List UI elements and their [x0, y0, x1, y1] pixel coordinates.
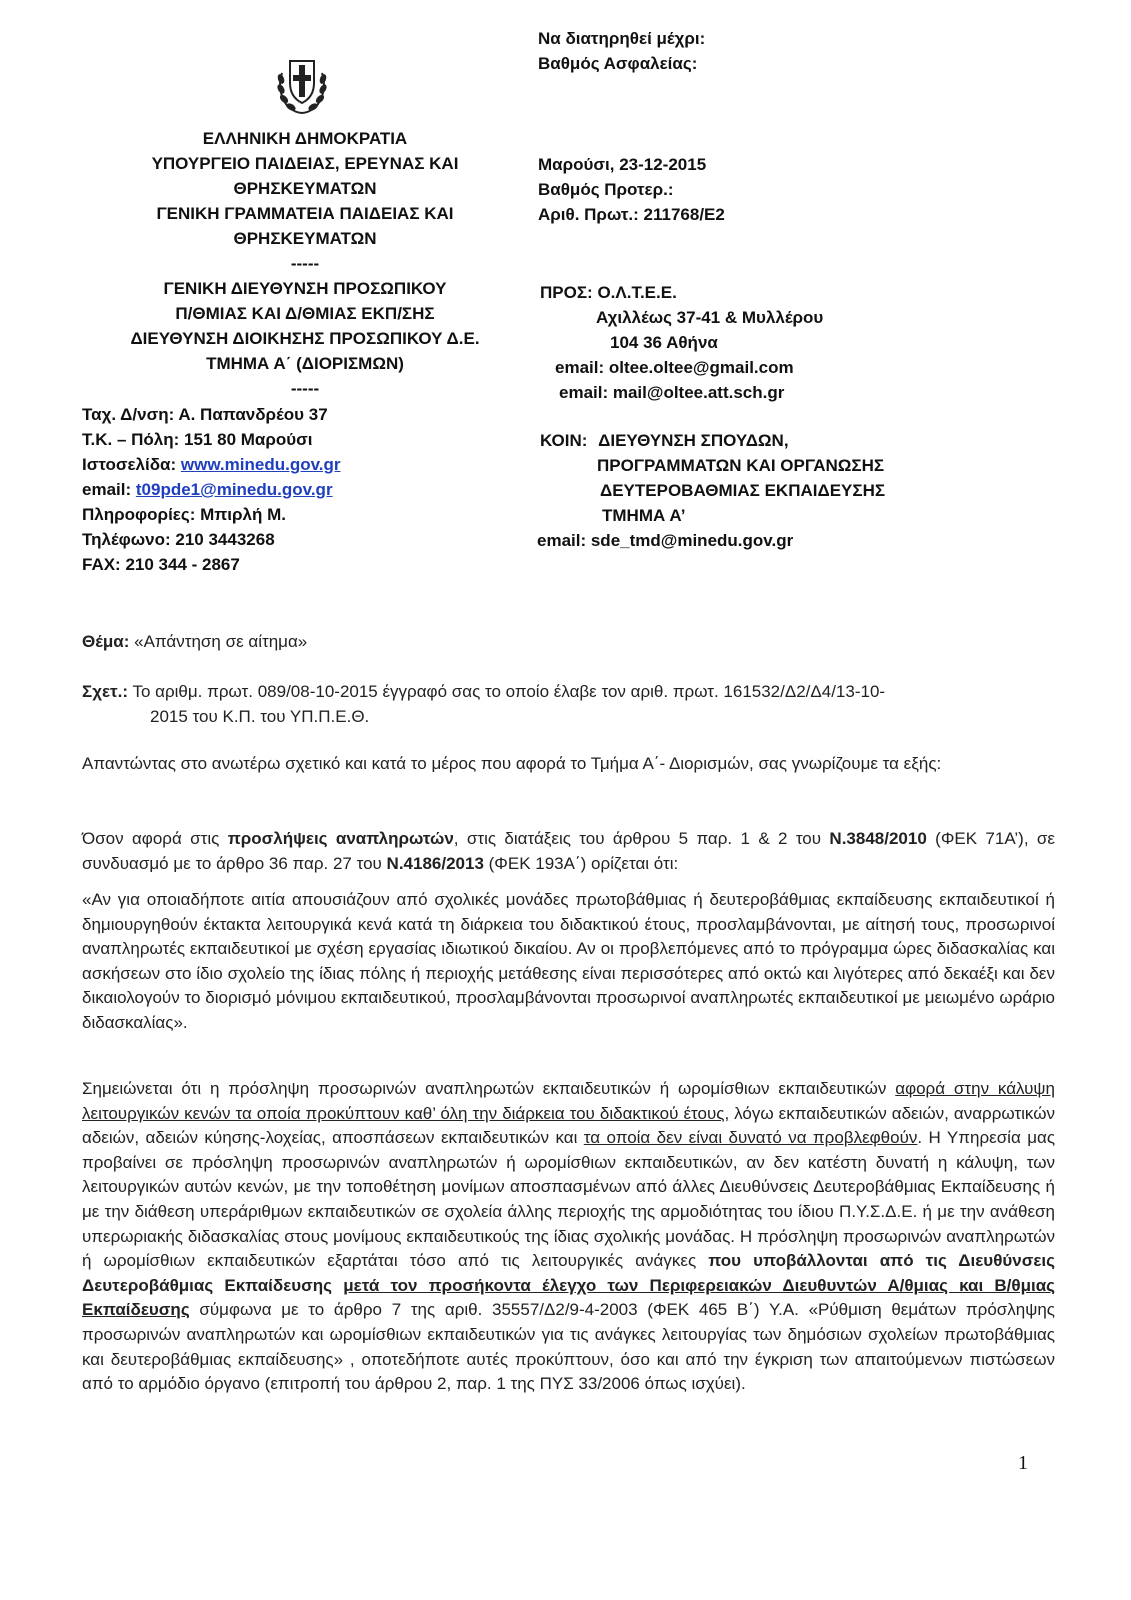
- header-line: Π/ΘΜΙΑΣ ΚΑΙ Δ/ΘΜΙΑΣ ΕΚΠ/ΣΗΣ: [175, 304, 435, 323]
- subject-text: «Απάντηση σε αίτημα»: [134, 632, 308, 651]
- text-span: Σημειώνεται ότι η πρόσληψη προσωρινών αναπληρωτών εκπαιδευτικών ή ωρομίσθιων εκπαιδευτικών: [82, 1079, 896, 1098]
- contact-email-row: [82, 477, 502, 502]
- page-number: 1: [1018, 1452, 1028, 1474]
- bold-span: προσλήψεις αναπληρωτών: [227, 829, 454, 848]
- header-line: ΤΜΗΜΑ Α΄ (ΔΙΟΡΙΣΜΩΝ): [206, 354, 404, 373]
- header-separator: -----: [290, 254, 320, 273]
- cc-line-4: ΤΜΗΜΑ Α’: [602, 506, 686, 525]
- subject-line: [82, 630, 307, 655]
- text-span: (ΦΕΚ 193Α΄) ορίζεται ότι:: [483, 853, 679, 873]
- contact-block: [82, 402, 502, 577]
- greek-emblem-icon: [272, 53, 332, 117]
- cc-line-1: ΔΙΕΥΘΥΝΣΗ ΣΠΟΥΔΩΝ,: [598, 431, 789, 450]
- recipient-block: [540, 280, 823, 405]
- place-date: Μαρούσι, 23-12-2015: [538, 155, 707, 174]
- related-label: Σχετ.:: [82, 682, 129, 701]
- recipient-email-1: email: oltee.oltee@gmail.com: [555, 358, 794, 377]
- protocol-number: Αριθ. Πρωτ.: 211768/Ε2: [538, 205, 725, 224]
- ministry-header: [120, 126, 490, 401]
- related-line-2: 2015 του Κ.Π. του ΥΠ.Π.Ε.Θ.: [150, 706, 370, 726]
- text-span: . Η Υπηρεσία μας προβαίνει σε πρόσληψη προσωρινών αναπληρωτών ή ωρομίσθιων εκπαιδευτικών, αν δεν κατέστη δυνατή η κάλυψη, των λειτουργικών αυτών κενών, με την τοποθέτηση μονίμων αποσπασμένων από άλλες Διευθύνσεις Δευτεροβάθμιας Εκπαίδευσης ή με την διάθεση υπεράριθμων εκπαιδευτικών σε σχολεία άλλης περιοχής της αρμοδιότητας του ίδιου Π.Υ.Σ.Δ.Ε. ή με την ανάθεση υπερωριακής διδασκαλίας στους μονίμους εκπαιδευτικούς της ίδιας σχολικής μονάδας. Η πρόσληψη προσωρινών αναπληρωτών ή ωρομίσθιων εκπαιδευτικών εξαρτάται τόσο από τις λειτουργικές ανάγκες: [82, 1128, 1056, 1271]
- email-label: email:: [82, 480, 132, 499]
- contact-city: Τ.Κ. – Πόλη: 151 80 Μαρούσι: [82, 430, 313, 449]
- koin-label: ΚΟΙΝ:: [540, 431, 588, 450]
- related-reference: [82, 680, 1055, 729]
- explanation-paragraph: [82, 1077, 1055, 1397]
- law-reference: Ν.3848/2010: [829, 829, 927, 848]
- contact-address: Ταχ. Δ/νση: Α. Παπανδρέου 37: [82, 405, 328, 424]
- contact-phone: Τηλέφωνο: 210 3443268: [82, 530, 275, 549]
- related-line-1: Το αριθμ. πρωτ. 089/08-10-2015 έγγραφό σας το οποίο έλαβε τον αριθ. πρωτ. 161532/Δ2/Δ4/13-10-: [132, 682, 886, 701]
- underlined-span: τα οποία δεν είναι δυνατό να προβλεφθούν: [583, 1128, 918, 1148]
- text-span: Όσον αφορά στις: [82, 829, 228, 848]
- header-separator: -----: [290, 379, 320, 398]
- priority: Βαθμός Προτερ.:: [538, 180, 674, 199]
- recipient-email-2: email: mail@oltee.att.sch.gr: [559, 383, 785, 402]
- contact-info: Πληροφορίες: Μπιρλή Μ.: [82, 505, 286, 524]
- cc-block: [537, 428, 886, 553]
- bold-span: που υποβάλλονται από τις Διευθύνσεις Δευτεροβάθμιας Εκπαίδευσης: [82, 1251, 1055, 1295]
- text-span: σύμφωνα με το άρθρο 7 της αριθ. 35557/Δ2/9-4-2003 (ΦΕΚ 465 Β΄) Υ.Α. «Ρύθμιση θεμάτων πρόσληψης προσωρινών αναπληρωτών και ωρομίσθιων εκπαιδευτικών για τις ανάγκες λειτουργίας των δημόσιων σχολείων πρωτοβάθμιας και δευτεροβάθμιας εκπαίδευσης» , οποτεδήποτε αυτές προκύπτουν, όσο και από την έγκριση των απαιτούμενων πιστώσεων από το αρμόδιο όργανο (επιτροπή του άρθρου 2, παρ. 1 της ΠΥΣ 33/2006 όπως ισχύει).: [82, 1300, 1055, 1394]
- header-line: ΘΡΗΣΚΕΥΜΑΤΩΝ: [233, 229, 377, 248]
- text-span: λόγω εκπαιδευτικών αδειών, αναρρωτικών αδειών, αδειών κύησης-λοχείας, αποσπάσεων εκπαιδευτικών και: [82, 1103, 1055, 1148]
- header-line: ΓΕΝΙΚΗ ΔΙΕΥΘΥΝΣΗ ΠΡΟΣΩΠΙΚΟΥ: [163, 279, 447, 298]
- retention-block: [538, 26, 705, 76]
- recipient-address: Αχιλλέως 37-41 & Μυλλέρου: [596, 308, 824, 327]
- cc-line-3: ΔΕΥΤΕΡΟΒΑΘΜΙΑΣ ΕΚΠΑΙΔΕΥΣΗΣ: [600, 481, 886, 500]
- cc-line-2: ΠΡΟΓΡΑΜΜΑΤΩΝ ΚΑΙ ΟΡΓΑΝΩΣΗΣ: [597, 456, 885, 475]
- recipient-name: Ο.Λ.Τ.Ε.Ε.: [597, 283, 677, 302]
- bold-underlined-span: μετά τον προσήκοντα έλεγχο των Περιφερειακών Διευθυντών Α/θμιας και Β/θμιας Εκπαίδευσης: [82, 1275, 1056, 1320]
- header-line: ΔΙΕΥΘΥΝΣΗ ΔΙΟΙΚΗΣΗΣ ΠΡΟΣΩΠΙΚΟΥ Δ.Ε.: [130, 329, 480, 348]
- website-label: Ιστοσελίδα:: [82, 455, 177, 474]
- security-level: Βαθμός Ασφαλείας:: [538, 54, 698, 73]
- header-line: ΥΠΟΥΡΓΕΙΟ ΠΑΙΔΕΙΑΣ, ΕΡΕΥΝΑΣ ΚΑΙ: [151, 154, 459, 173]
- text-span: (ΦΕΚ 71Α’), σε συνδυασμό με το άρθρο 36 παρ. 27 του: [82, 829, 1055, 873]
- document-meta: [538, 152, 725, 227]
- keep-until: Να διατηρηθεί μέχρι:: [538, 29, 706, 48]
- pros-label: ΠΡΟΣ:: [540, 283, 593, 302]
- email-link[interactable]: t09pde1@minedu.gov.gr: [135, 480, 333, 499]
- legal-basis-paragraph: [82, 827, 1055, 876]
- text-span: , στις διατάξεις του άρθρου 5 παρ. 1 & 2 του: [453, 829, 830, 848]
- recipient-city: 104 36 Αθήνα: [610, 333, 718, 352]
- website-link[interactable]: www.minedu.gov.gr: [180, 455, 341, 474]
- contact-website-row: [82, 452, 502, 477]
- law-quote-paragraph: «Αν για οποιαδήποτε αιτία απουσιάζουν από σχολικές μονάδες πρωτοβάθμιας ή δευτεροβάθμιας εκπαίδευσης εκπαιδευτικοί ή δημιουργηθούν έκτακτα λειτουργικά κενά κατά τη διάρκεια του διδακτικού έτους, προσλαμβάνονται, με αίτησή τους, προσωρινοί αναπληρωτές εκπαιδευτικοί με σχέση εργασίας ιδιωτικού δικαίου. Αν οι προβλεπόμενες από το πρόγραμμα ώρες διδασκαλίας και ασκήσεων στο ίδιο σχολείο της ίδιας πόλης ή περιοχής μετάθεσης είναι περισσότερες από οκτώ και λιγότερες από δεκαέξι και δεν δικαιολογούν το διορισμό μόνιμου εκπαιδευτικού, προσλαμβάνονται προσωρινοί αναπληρωτές εκπαιδευτικοί με μειωμένο ωράριο διδασκαλίας».: [82, 890, 1055, 1032]
- subject-label: Θέμα:: [82, 632, 130, 651]
- underlined-span: αφορά στην κάλυψη λειτουργικών κενών τα οποία προκύπτουν καθ’ όλη την διάρκεια του διδακτικού έτους,: [82, 1079, 1055, 1123]
- header-line: ΘΡΗΣΚΕΥΜΑΤΩΝ: [233, 179, 377, 198]
- law-reference: Ν.4186/2013: [386, 853, 484, 873]
- header-line: ΓΕΝΙΚΗ ΓΡΑΜΜΑΤΕΙΑ ΠΑΙΔΕΙΑΣ ΚΑΙ: [156, 204, 454, 223]
- cc-email: email: sde_tmd@minedu.gov.gr: [537, 531, 794, 550]
- contact-fax: FAX: 210 344 - 2867: [82, 555, 240, 574]
- intro-paragraph: Απαντώντας στο ανωτέρω σχετικό και κατά το μέρος που αφορά το Τμήμα Α΄- Διορισμών, σας γνωρίζουμε τα εξής:: [82, 754, 942, 773]
- text-span: [332, 1276, 343, 1295]
- header-line: ΕΛΛΗΝΙΚΗ ΔΗΜΟΚΡΑΤΙΑ: [202, 129, 408, 148]
